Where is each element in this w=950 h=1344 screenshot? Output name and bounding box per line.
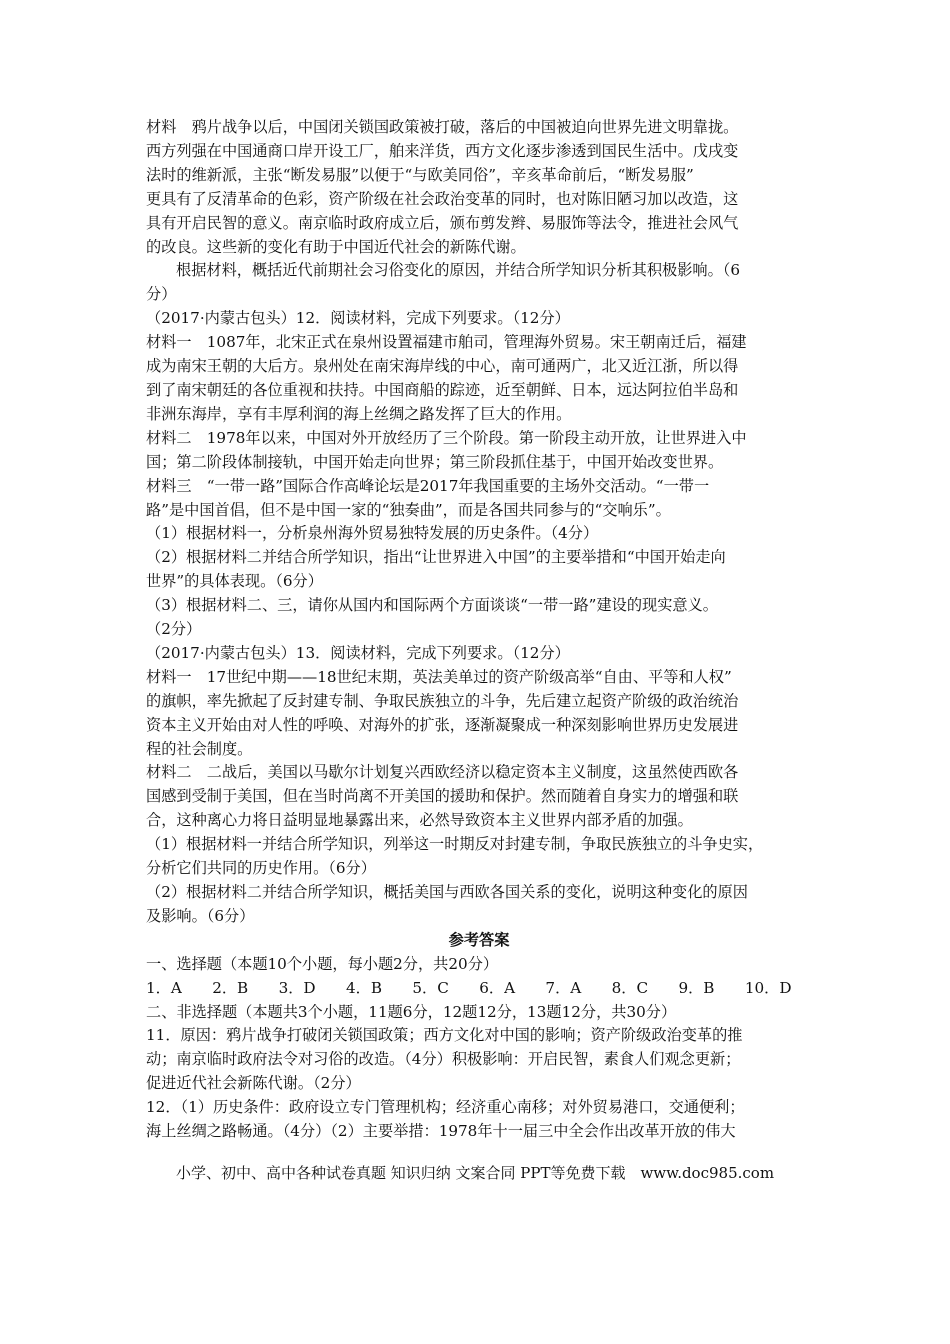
answer-section: 一、选择题（本题10个小题，每小题2分，共20分） (146, 954, 499, 973)
material-line: 材料一 17世纪中期——18世纪末期，英法美单过的资产阶级高举“自由、平等和人权” (146, 667, 732, 686)
text-line: 非洲东海岸，享有丰厚利润的海上丝绸之路发挥了巨大的作用。 (146, 404, 572, 423)
material-line: 材料二 1978年以来，中国对外开放经历了三个阶段。第一阶段主动开放，让世界进入中 (146, 428, 747, 447)
text-line: 到了南宋朝廷的各位重视和扶持。中国商船的踪迹，近至朝鲜、日本，远达阿拉伯半岛和 (146, 380, 739, 399)
text-line: 的旗帜，率先掀起了反封建专制、争取民族独立的斗争，先后建立起资产阶级的政治统治 (146, 691, 739, 710)
answer-line: 12．（1）历史条件：政府设立专门管理机构；经济重心南移；对外贸易港口，交通便利； (146, 1098, 745, 1117)
text-line: 及影响。（6分） (146, 906, 255, 925)
text-line: 分） (146, 285, 177, 304)
text-line: （2分） (146, 620, 202, 639)
text-line: 法时的维新派，主张“断发易服”以便于“与欧美同俗”，辛亥革命前后，“断发易服” (146, 165, 694, 184)
answer-line: 11．原因：鸦片战争打破闭关锁国政策；西方文化对中国的影响；资产阶级政治变革的推 (146, 1026, 743, 1045)
text-line: 西方列强在中国通商口岸开设工厂，舶来洋货，西方文化逐步渗透到国民生活中。戊戌变 (146, 141, 739, 160)
material-line: 材料一 1087年，北宋正式在泉州设置福建市舶司，管理海外贸易。宋王朝南迁后，福建 (146, 333, 747, 352)
page-footer: 小学、初中、高中各种试卷真题 知识归纳 文案合同 PPT等免费下载 www.doc985.com (175, 1164, 775, 1182)
answer-line: 海上丝绸之路畅通。（4分）（2）主要举措：1978年十一届三中全会作出改革开放的伟大 (146, 1122, 736, 1141)
text-line: 程的社会制度。 (146, 739, 253, 758)
question-heading: （2017·内蒙古包头）12．阅读材料，完成下列要求。（12分） (146, 309, 570, 328)
text-line: 合，这种离心力将日益明显地暴露出来，必然导致资本主义世界内部矛盾的加强。 (146, 811, 693, 830)
text-line: 分析它们共同的历史作用。（6分） (146, 859, 376, 878)
text-line: 国感到受制于美国，但在当时尚离不开美国的援助和保护。然而随着自身实力的增强和联 (146, 787, 739, 806)
answer-title: 参考答案 (448, 930, 510, 949)
text-line: 路”是中国首倡，但不是中国一家的“独奏曲”，而是各国共同参与的“交响乐”。 (146, 500, 671, 519)
sub-question: （2）根据材料二并结合所学知识，指出“让世界进入中国”的主要举措和“中国开始走向 (146, 548, 726, 567)
answer-key: 1．A 2．B 3．D 4．B 5．C 6．A 7．A 8．C 9．B 10．D (146, 978, 792, 997)
sub-question: （1）根据材料一并结合所学知识，列举这一时期反对封建专制，争取民族独立的斗争史实， (146, 835, 764, 854)
text-line: 更具有了反清革命的色彩，资产阶级在社会政治变革的同时，也对陈旧陋习加以改造，这 (146, 189, 739, 208)
answer-section: 二、非选择题（本题共3个小题，11题6分，12题12分，13题12分，共30分） (146, 1002, 677, 1021)
text-line: 具有开启民智的意义。南京临时政府成立后，颁布剪发辫、易服饰等法令，推进社会风气 (146, 213, 739, 232)
material-line: 材料二 二战后，美国以马歇尔计划复兴西欧经济以稳定资本主义制度，这虽然使西欧各 (146, 763, 739, 782)
text-line: 材料 鸦片战争以后，中国闭关锁国政策被打破，落后的中国被迫向世界先进文明靠拢。 (146, 118, 739, 136)
text-line: 资本主义开始由对人性的呼唤、对海外的扩张，逐渐凝聚成一种深刻影响世界历史发展进 (146, 715, 739, 734)
sub-question: （2）根据材料二并结合所学知识，概括美国与西欧各国关系的变化，说明这种变化的原因 (146, 883, 748, 901)
text-line: 的改良。这些新的变化有助于中国近代社会的新陈代谢。 (146, 237, 526, 256)
text-line: 国；第二阶段体制接轨，中国开始走向世界；第三阶段抓住基于，中国开始改变世界。 (146, 452, 724, 471)
answer-line: 动；南京临时政府法令对习俗的改造。（4分）积极影响：开启民智，素食人们观念更新； (146, 1050, 741, 1069)
material-line: 材料三 “一带一路”国际合作高峰论坛是2017年我国重要的主场外交活动。“一带一 (146, 476, 710, 495)
question-heading: （2017·内蒙古包头）13．阅读材料，完成下列要求。（12分） (146, 643, 570, 662)
question-line: 根据材料，概括近代前期社会习俗变化的原因，并结合所学知识分析其积极影响。（6 (176, 261, 741, 280)
document-body (146, 116, 812, 1144)
text-line: 成为南宋王朝的大后方。泉州处在南宋海岸线的中心，南可通两广，北又近江浙，所以得 (146, 357, 739, 376)
sub-question: （1）根据材料一，分析泉州海外贸易独特发展的历史条件。（4分） (146, 524, 599, 543)
sub-question: （3）根据材料二、三，请你从国内和国际两个方面谈谈“一带一路”建设的现实意义。 (146, 596, 718, 615)
answer-line: 促进近代社会新陈代谢。（2分） (146, 1074, 361, 1093)
text-line: 世界”的具体表现。（6分） (146, 572, 323, 591)
